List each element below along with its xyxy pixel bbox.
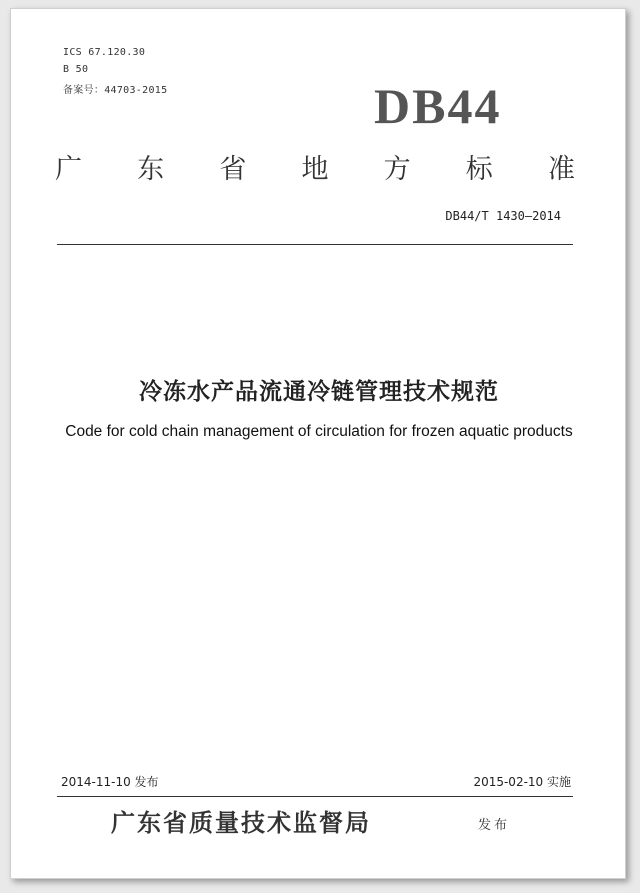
ics-code: ICS 67.120.30 [63, 47, 146, 58]
standard-type [55, 147, 575, 186]
record-number: 备案号：44703-2015 [63, 85, 168, 96]
standard-number: DB44/T 1430—2014 [445, 209, 561, 223]
implement-date: 2015-02-10 实施 [473, 775, 571, 789]
standard-type-char: 省 [219, 154, 247, 185]
publisher-name: 广东省质量技术监督局 [111, 808, 371, 837]
header-divider [57, 244, 573, 245]
publish-label: 发布 [478, 818, 511, 833]
standard-type-char: 标 [465, 154, 493, 185]
title-chinese: 冷冻水产品流通冷链管理技术规范 [139, 379, 499, 405]
standard-type-char: 广 [55, 154, 82, 185]
standard-type-char: 准 [547, 154, 575, 185]
footer-divider [57, 796, 573, 797]
standard-code-logo: DB44 [374, 78, 502, 134]
standard-type-char: 地 [301, 154, 329, 185]
standard-cover-page [10, 8, 626, 879]
title-english: Code for cold chain management of circulation for frozen aquatic products [65, 423, 573, 440]
issue-date: 2014-11-10 发布 [61, 775, 159, 789]
standard-type-char: 东 [137, 154, 165, 185]
standard-type-char: 方 [383, 154, 411, 185]
ccs-code: B 50 [63, 64, 89, 75]
